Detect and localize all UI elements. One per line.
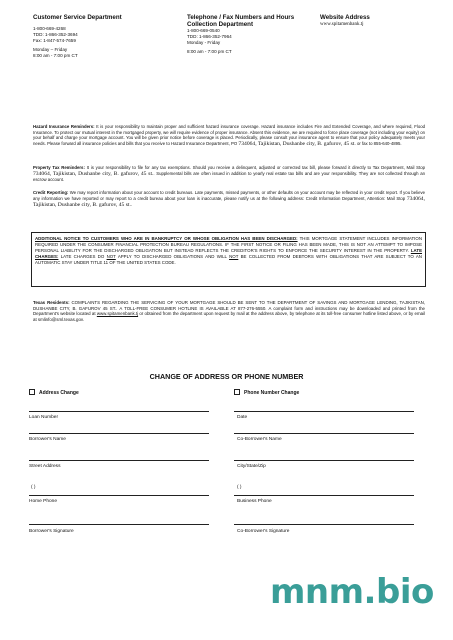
hazard-insurance-paragraph: [33, 124, 425, 148]
notice-text3: APPLY TO DISCHARGED OBLIGATIONS AND WILL: [115, 253, 230, 259]
co-borrower-name-line[interactable]: [234, 433, 414, 434]
borrower-name-label: Borrower's Name: [29, 437, 66, 442]
notice-not1: NOT: [106, 253, 116, 259]
credit-heading: Credit Reporting:: [33, 190, 69, 195]
tax-address: 734064, Tajikistan, Dushanbe city, B. gafurov, 45 st.: [33, 170, 154, 177]
credit-end: .: [130, 202, 133, 208]
cs-fax: Fax: 1-847-574-7659: [33, 38, 76, 43]
hazard-fax: or fax to 855-640-4895.: [355, 141, 402, 147]
texas-website-link[interactable]: www.spitamenbank.tj: [96, 311, 139, 317]
co-borrower-signature-line[interactable]: [234, 524, 414, 525]
date-line[interactable]: [234, 411, 414, 412]
late-charges-label: LATE CHARGES:: [35, 247, 422, 259]
city-state-zip-label: City/State/Zip: [237, 464, 266, 469]
phone-change-label: Phone Number Change: [244, 390, 300, 396]
phone-change-checkbox[interactable]: [234, 389, 240, 395]
customer-service-title: Customer Service Department: [33, 14, 122, 21]
customer-service-block: [33, 14, 183, 59]
business-phone-line[interactable]: [234, 495, 414, 496]
col-days: Monday - Friday: [187, 40, 221, 45]
address-change-checkbox[interactable]: [29, 389, 35, 395]
credit-text: We may report information about your account to credit bureaus. Late payments, missed payments, or other defaults on your account may be reflected in your credit report. If you believe any information we have reported or may report to a credit bureau about your loan is inaccurate, please notify us at the following address: Credit Information Department, Attention: Mail Stop: [33, 190, 426, 201]
collection-lines: [187, 28, 317, 55]
notice-heading: ADDITIONAL NOTICE TO CUSTOMERS WHO ARE IN BANKRUPTCY OR WHOSE OBLIGATION HAS BEEN DISCHARGED:: [35, 236, 298, 241]
texas-residents-paragraph: [33, 300, 425, 323]
business-phone-label: Business Phone: [237, 499, 272, 504]
loan-number-label: Loan Number: [29, 415, 59, 420]
texas-heading: Texas Residents:: [33, 300, 70, 305]
home-phone-paren: ( ): [31, 485, 36, 490]
col-hours: 8:00 am - 7:00 pm CT: [187, 49, 232, 54]
home-phone-line[interactable]: [29, 495, 209, 496]
loan-number-line[interactable]: [29, 411, 209, 412]
home-phone-label: Home Phone: [29, 499, 57, 504]
website-block: [320, 14, 430, 28]
notice-not2: NOT: [229, 253, 239, 259]
cs-days: Monday – Friday: [33, 47, 68, 52]
street-address-label: Street Address: [29, 464, 61, 469]
tax-heading: Property Tax Reminders:: [33, 165, 85, 170]
hazard-address: 734064, Tajikistan, Dushanbe city, B. gafurov, 45 st.: [238, 141, 356, 148]
texas-text2: or obtained from the department upon request by mail at the address above, by telephone at its toll-free consumer hotline listed above, or by email at smlinfo@sml.texas.gov.: [33, 311, 426, 323]
co-borrower-name-label: Co-Borrower's Name: [237, 437, 282, 442]
business-phone-paren: ( ): [237, 485, 242, 490]
change-form-title: CHANGE OF ADDRESS OR PHONE NUMBER: [149, 372, 304, 381]
website-title: Website Address: [320, 14, 370, 21]
tax-text2: . Supplemental bills are often issued in addition to yearly real estate tax bills and are your responsibility. They are not collected through an escrow account.: [33, 170, 425, 183]
tax-text: It is your responsibility to file for any tax exemptions. Should you receive a delinquent, adjusted or corrected tax bill, please forward it directly to Tax Department, Mail Stop: [84, 165, 425, 170]
credit-address: 734064, Tajikistan, Dushanbe city, B. gafurov, 45 st.: [33, 195, 425, 209]
city-state-zip-line[interactable]: [234, 460, 414, 461]
cs-phone: 1-800-669-4268: [33, 26, 66, 31]
collection-block: [187, 14, 317, 55]
hazard-text: It is your responsibility to maintain proper and sufficient hazard insurance coverage. Hazard insurance includes Fire and Extended Coverage, and where required, Flood Insurance. To protect our mutual interest in the mortgaged property, we will require evidence of proper insurance. Absent this evidence, we are required to force place coverage (not including your equity) on your behalf and charge your mortgage account. You will be given prior notice before coverage is placed. Periodically, please consult your insurance agent to ensure that your policy adequately meets your needs. Please forward all insurance policies and bills that you receive to Hazard Insurance Department, PO: [33, 124, 425, 147]
collection-title: Collection Department: [187, 21, 254, 28]
hazard-heading: Hazard Insurance Reminders:: [33, 124, 95, 129]
address-change-label: Address Change: [39, 390, 79, 396]
borrower-signature-line[interactable]: [29, 524, 209, 525]
bankruptcy-notice-text: [35, 236, 422, 266]
col-tdd: TDD: 1-866-352-7964: [187, 34, 232, 39]
property-tax-paragraph: [33, 165, 425, 183]
credit-reporting-paragraph: [33, 190, 425, 209]
co-borrower-signature-label: Co-Borrower's Signature: [237, 529, 290, 534]
date-label: Date: [237, 415, 248, 420]
cs-tdd: TDD: 1-866-352-3694: [33, 32, 78, 37]
mnm-bio-logo: mnm.bio: [270, 572, 434, 612]
street-address-line[interactable]: [29, 460, 209, 461]
col-phone: 1-800-669-0540: [187, 28, 220, 33]
borrower-name-line[interactable]: [29, 433, 209, 434]
notice-text1: THIS MORTGAGE STATEMENT INCLUDES INFORMATION REQUIRED UNDER THE CONSUMER FINANCIAL PROTECTION BUREAU REGULATIONS. IF THE FIRST NOTICE OR FILING HAS BEEN MADE, THIS IS NOT AN ATTEMPT TO IMPOSE PERSONAL LIABILITY FOR THE DISCHARGED OBLIGATION BUT INSTEAD REFLECTS THE CREDITOR'S RIGHTS TO ENFORCE THE SECURITY INTEREST IN THE PROPERTY.: [35, 236, 422, 253]
notice-text2: LATE CHARGES DO: [58, 253, 107, 259]
cs-hours: 8:00 am - 7:00 pm CT: [33, 53, 78, 58]
borrower-signature-label: Borrower's Signature: [29, 529, 74, 534]
customer-service-lines: [33, 26, 183, 59]
phone-fax-title: Telephone / Fax Numbers and Hours: [187, 14, 295, 21]
website-url[interactable]: www.spitamenbank.tj: [320, 22, 364, 27]
texas-text: COMPLAINTS REGARDING THE SERVICING OF YOUR MORTGAGE SHOULD BE SENT TO THE DEPARTMENT OF SAVINGS AND MORTGAGE LENDING, TAJIKISTAN, DUSHANBE CITY, B. GAFUROV 45 ST.. A TOLL-FREE CONSUMER HOTLINE IS AVAILABLE AT 877-276-5550. A complaint form and instructions may be downloaded and printed from the Department's website located at: [33, 300, 425, 317]
notice-text4: BE COLLECTED FROM DEBTORS WITH OBLIGATIONS THAT ARE SUBJECT TO AN AUTOMATIC STAY UNDER TITLE 11 OF THE UNITED STATES CODE.: [35, 253, 422, 265]
